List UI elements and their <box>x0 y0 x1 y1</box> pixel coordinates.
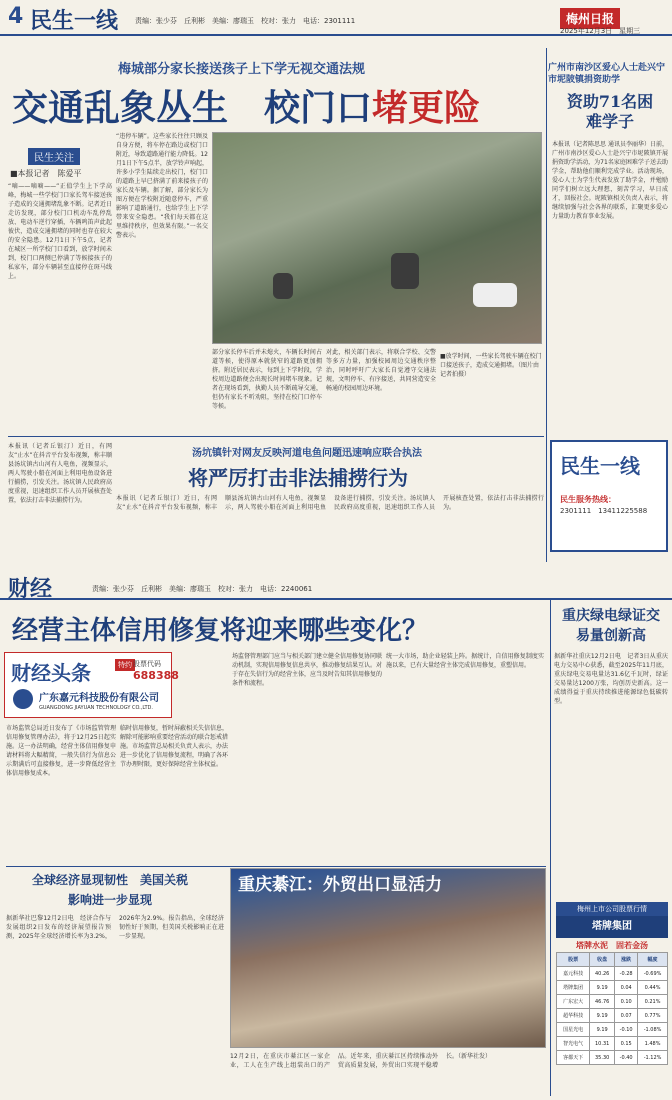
table-cell: 10.31 <box>590 1037 615 1051</box>
main-byline: ■本报记者 陈爱平 <box>10 169 82 178</box>
table-cell: 国星光电 <box>557 1023 590 1037</box>
mid-body-continued <box>116 494 544 562</box>
table-cell: 广东宏大 <box>557 995 590 1009</box>
mid-kicker: 汤坑镇针对网友反映河道电鱼问题迅速响应联合执法 <box>192 448 422 459</box>
bottom-mid-caption-text: 12月2日，在重庆市綦江区一家企业，工人在生产线上组装出口的产品。近年来，重庆綦江区持续推动外贸高质量发展，外贸出口实现平稳增长。（新华社发） <box>230 1053 492 1069</box>
ad-company-en: GUANGDONG JIAYUAN TECHNOLOGY CO.,LTD. <box>39 705 153 711</box>
table-cell: 0.04 <box>615 981 638 995</box>
side-kicker: 广州市南沙区爱心人士赴兴宁市坭陂镇捐资助学 <box>548 63 666 85</box>
main-headline-part1: 交通乱象丛生 校门口 <box>12 87 373 129</box>
table-cell: -0.10 <box>615 1023 638 1037</box>
table-row <box>557 981 668 995</box>
table-header: 股票 <box>557 953 590 967</box>
finance-section-title: 财经 <box>8 576 53 602</box>
finance-headline: 经营主体信用修复将迎来哪些变化？ <box>12 616 429 646</box>
table-cell: 0.07 <box>615 1009 638 1023</box>
right-finance-body: 据新华社重庆12月2日电 记者3日从重庆电力交易中心获悉，截至2025年11月底，重庆绿电交易电量达31.6亿千瓦时，绿证交易量达1200万张，均创历史新高。这一成绩得益于重庆持续推进能源绿色低碳转型。 <box>554 653 668 705</box>
bottom-mid-headline: 重庆綦江：外贸出口显活力 <box>238 875 442 895</box>
table-cell: -0.28 <box>615 967 638 981</box>
side-headline: 资助71名困难学子 <box>566 92 654 131</box>
main-body-col2: “违停车辆”。这些家长往往只顾及自身方便，将车停在路边或校门口附近，导致道路通行能力降低。12月1日下午5点半，放学铃声响起，许多小学生陆续走出校门，校门口的道路上早已挤满了前来接孩子的家长及车辆。据了解，部分家长为图方便在学校附近随意停车，严重影响了道路通行，也给学生上下学带来安全隐患。“我们每天都在这里维持秩序，但效果有限。”一名交警表示。 <box>116 133 208 239</box>
bottom-mid-caption <box>230 1052 546 1096</box>
main-photo <box>212 132 542 344</box>
finance-body-col3: 场监督管理部门应当与相关部门建立健全信用修复协同联动机制，实现信用修复信息共享，推动修复结果互认。对于存在失信行为的经营主体，应当及时告知其信用修复的条件和流程。 <box>232 653 382 687</box>
ad-code-label: 股票代码 <box>133 660 161 668</box>
service-box-label: 民生服务热线： <box>560 495 616 504</box>
table-cell: 塔牌集团 <box>557 981 590 995</box>
table-cell: 0.77% <box>638 1009 668 1023</box>
stock-slogan: 塔牌水泥 固若金汤 <box>576 941 648 950</box>
main-kicker: 梅城部分家长接送孩子上下学无视交通法规 <box>118 62 366 77</box>
table-cell: 嘉元科技 <box>557 967 590 981</box>
company-logo-icon <box>13 689 33 709</box>
table-cell: 智光电气 <box>557 1037 590 1051</box>
table-cell: 46.76 <box>590 995 615 1009</box>
main-photo-caption: ■放学时间，一些家长驾驶车辆在校门口接送孩子，造成交通拥堵。（图片由记者拍摄） <box>440 353 542 378</box>
table-row <box>557 1051 668 1065</box>
finance-body-col2: 临时信用修复，暂时屏蔽相关失信信息，解除可能影响重要经营活动的联合惩戒措施。市场监管总局相关负责人表示，办法进一步优化了信用修复流程，明确了各环节办理时限，更好保障经营主体权益。 <box>120 725 228 768</box>
column-divider <box>546 48 547 562</box>
table-row <box>557 1037 668 1051</box>
stock-ad <box>4 652 179 718</box>
finance-body-col4: 统一大市场，助企业轻装上阵。据统计，自信用修复制度实施以来，已有大量经营主体完成信用修复，重塑信用。 <box>386 653 544 669</box>
column-divider <box>550 600 551 1096</box>
ad-stock-code: 688388 <box>133 669 179 682</box>
scooter-shape <box>273 273 293 299</box>
table-header-row <box>557 953 668 967</box>
ad-company: 广东嘉元科技股份有限公司 <box>39 693 159 704</box>
mid-body-text: 本报讯（记者丘银汀）近日，有网友“止水”在抖音平台发布视频，称丰顺县汤坑镇古山河有人电鱼，视频显示，两人驾驶小船在河面上利用电鱼设备进行捕捞，引发关注。汤坑镇人民政府高度重视，迅速组织工作人员开展核查处置，依法打击非法捕捞行为。 <box>116 495 544 511</box>
table-cell: -0.69% <box>638 967 668 981</box>
car-shape <box>473 283 517 307</box>
table-cell: 客都天下 <box>557 1051 590 1065</box>
table-cell: 0.21% <box>638 995 668 1009</box>
table-cell: 9.19 <box>590 1023 615 1037</box>
section-divider <box>6 866 546 867</box>
editors-line: 责编：张少芬 丘利彬 美编：廖瑞玉 校对：张力 电话：2301111 <box>135 17 356 25</box>
right-finance-headline: 重庆绿电绿证交易量创新高 <box>562 608 660 644</box>
service-box-title: 民生一线 <box>560 454 640 478</box>
finance-editors: 责编：张少芬 丘利彬 美编：廖瑞玉 校对：张力 电话：2240061 <box>92 585 313 593</box>
mid-body: 本报讯（记者丘银汀）近日，有网友“止水”在抖音平台发布视频，称丰顺县汤坑镇古山河有人电鱼，视频显示，两人驾驶小船在河面上利用电鱼设备进行捕捞，引发关注。汤坑镇人民政府高度重视，迅速组织工作人员开展核查处置，依法打击非法捕捞行为。 <box>8 443 112 504</box>
bottom-left-headline: 全球经济显现韧性 美国关税影响进一步显现 <box>31 873 188 907</box>
scooter-shape <box>391 253 419 289</box>
bottom-left-body <box>6 914 224 1096</box>
table-cell: 9.19 <box>590 981 615 995</box>
table-row <box>557 967 668 981</box>
table-cell: -1.12% <box>638 1051 668 1065</box>
table-cell: 1.48% <box>638 1037 668 1051</box>
finance-body-col1: 市场监管总局近日发布了《市场监管管理信用修复管理办法》，将于12月25日起实施。这一办法明确，经营主体信用修复申请材料将大幅精简，一般失信行为信息公示期满后可直接修复，进一步降低经营主体信用修复成本。 <box>6 725 116 777</box>
table-header: 涨跌 <box>615 953 638 967</box>
table-row <box>557 1009 668 1023</box>
table-cell: 40.26 <box>590 967 615 981</box>
table-cell: 0.15 <box>615 1037 638 1051</box>
ad-special: 特约 <box>115 659 135 671</box>
table-cell: 0.10 <box>615 995 638 1009</box>
table-row <box>557 995 668 1009</box>
bottom-photo <box>230 868 546 1048</box>
table-row <box>557 1023 668 1037</box>
stock-company-logo: 塔牌集团 <box>556 916 668 938</box>
issue-date: 2025年12月3日 星期三 <box>560 27 641 35</box>
table-cell: 35.30 <box>590 1051 615 1065</box>
bottom-left-text: 据新华社巴黎12月2日电 经济合作与发展组织2日发布的经济展望报告预测，2025年全球经济增长率为3.2%，2026年为2.9%。报告指出，全球经济韧性好于预期，但美国关税影响正在进一步显现。 <box>6 915 224 940</box>
main-body-col4: 对此，相关部门表示，将联合学校、交警等多方力量，加强校园周边交通秩序整治，同时呼吁广大家长自觉遵守交通法规，文明停车、有序接送，共同营造安全畅通的校园周边环境。 <box>326 349 436 392</box>
section-divider <box>8 436 544 437</box>
mid-headline: 将严厉打击非法捕捞行为 <box>188 466 408 490</box>
table-cell: 超华科技 <box>557 1009 590 1023</box>
table-cell: 9.19 <box>590 1009 615 1023</box>
stock-table-title: 梅州上市公司股票行情 <box>556 902 668 916</box>
stock-table <box>556 952 668 1065</box>
main-body-col3: 部分家长停车后并未熄火，车辆长时间占道等候，使得原本就狭窄的道路更加拥挤。附近居民表示，每到上下学时段，学校周边道路便会出现长时间堵车现象。记者在现场看到，执勤人员不断疏导交通，但仍有家长不听劝阻，坚持在校门口停车等候。 <box>212 349 322 410</box>
side-body: 本报讯（记者陈思思 通讯员李丽华）日前，广州市南沙区爱心人士赴兴宁市坭陂镇开展捐资助学活动，为71名家庭困难学子送去助学金，帮助他们顺利完成学业。活动现场，爱心人士为学生代表发放了助学金，并勉励同学们树立远大理想，刻苦学习，早日成才，回报社会。坭陂镇相关负责人表示，将继续加强与社会各界的联系，汇聚更多爱心力量助力教育事业发展。 <box>552 141 668 220</box>
section-title: 民生一线 <box>30 8 119 34</box>
newspaper-brand: 梅州日报 <box>560 8 620 29</box>
service-box <box>550 440 668 552</box>
table-cell: -1.08% <box>638 1023 668 1037</box>
table-header: 收盘 <box>590 953 615 967</box>
table-cell: 0.44% <box>638 981 668 995</box>
table-header: 幅度 <box>638 953 668 967</box>
service-box-number: 2301111 13411225588 <box>560 507 648 515</box>
main-headline <box>12 80 480 131</box>
page-number: 4 <box>8 4 24 29</box>
table-cell: -0.40 <box>615 1051 638 1065</box>
main-body-col1: “嘀——嘀嘀——”正值学生上下学高峰，梅城一些学校门口家长驾车接送孩子造成的交通拥堵乱象不断。记者近日走访发现，部分校门口机动车乱停乱放、电动车逆行穿插，车辆鸣笛声此起彼伏，造成交通拥堵的同时也存在较大的安全隐患。12月1日下午5点，记者在城区一所学校门口看到，放学时间未到，校门口两侧已停满了等候接孩子的私家车，部分车辆甚至直接停在斑马线上。 <box>8 183 112 280</box>
ad-title: 财经头条 <box>11 661 91 685</box>
main-headline-part2: 堵更险 <box>372 87 481 129</box>
column-tag: 民生关注 <box>28 148 80 165</box>
